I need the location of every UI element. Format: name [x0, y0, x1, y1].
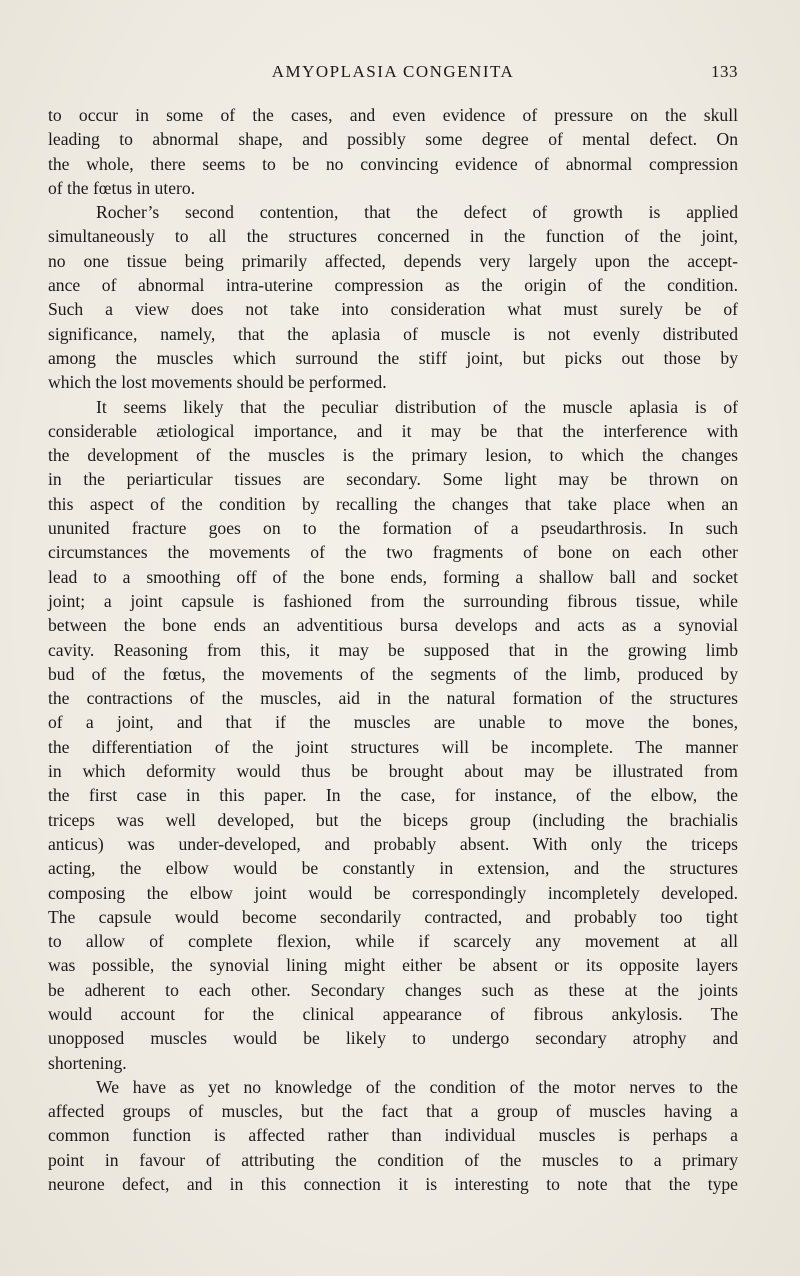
text-line: in the periarticular tissues are secondary. Some light may be thrown on [48, 469, 738, 490]
text-line: shortening. [48, 1052, 127, 1073]
text-line: neurone defect, and in this connection it is interesting to note that the type [48, 1174, 738, 1195]
text-line: Rocher’s second contention, that the defect of growth is applied [96, 202, 738, 223]
text-line: considerable ætiological importance, and it may be that the interference with [48, 420, 738, 441]
text-line: joint; a joint capsule is fashioned from the surrounding fibrous tissue, while [48, 590, 738, 611]
body-text [48, 103, 738, 1196]
text-line: lead to a smoothing off of the bone ends, forming a shallow ball and socket [48, 566, 738, 587]
text-line: would account for the clinical appearance of fibrous ankylosis. The [48, 1003, 738, 1024]
text-line: no one tissue being primarily affected, depends very largely upon the accept- [48, 250, 738, 271]
text-line: composing the elbow joint would be correspondingly incompletely developed. [48, 882, 738, 903]
text-line: bud of the fœtus, the movements of the segments of the limb, produced by [48, 663, 738, 684]
text-line: of a joint, and that if the muscles are unable to move the bones, [48, 712, 738, 733]
text-line: among the muscles which surround the stiff joint, but picks out those by [48, 347, 738, 368]
page-number: 133 [711, 62, 738, 81]
text-line: was possible, the synovial lining might either be absent or its opposite layers [48, 955, 738, 976]
text-line: significance, namely, that the aplasia of muscle is not evenly distributed [48, 323, 738, 344]
text-line: this aspect of the condition by recalling the changes that take place when an [48, 493, 738, 514]
text-line: Such a view does not take into consideration what must surely be of [48, 299, 738, 320]
text-line: affected groups of muscles, but the fact that a group of muscles having a [48, 1101, 738, 1122]
text-line: of the fœtus in utero. [48, 177, 196, 198]
text-line: the development of the muscles is the primary lesion, to which the changes [48, 445, 738, 466]
text-line: point in favour of attributing the condition of the muscles to a primary [48, 1149, 738, 1170]
text-line: ance of abnormal intra-uterine compression as the origin of the condition. [48, 275, 738, 296]
text-line: the contractions of the muscles, aid in the natural formation of the structures [48, 688, 738, 709]
text-line: anticus) was under-developed, and probably absent. With only the triceps [48, 833, 738, 854]
text-line: We have as yet no knowledge of the condition of the motor nerves to the [96, 1076, 738, 1097]
text-line: which the lost movements should be performed. [48, 372, 387, 393]
text-line: unopposed muscles would be likely to undergo secondary atrophy and [48, 1028, 738, 1049]
text-line: common function is affected rather than individual muscles is perhaps a [48, 1125, 738, 1146]
text-line: the first case in this paper. In the case, for instance, of the elbow, the [48, 785, 738, 806]
text-line: between the bone ends an adventitious bursa develops and acts as a synovial [48, 615, 738, 636]
running-head [48, 60, 738, 84]
text-line: to occur in some of the cases, and even evidence of pressure on the skull [48, 105, 738, 125]
text-line: circumstances the movements of the two fragments of bone on each other [48, 542, 738, 563]
text-line: The capsule would become secondarily contracted, and probably too tight [48, 906, 738, 927]
text-line: the differentiation of the joint structures will be incomplete. The manner [48, 736, 738, 757]
text-line: ununited fracture goes on to the formation of a pseudarthrosis. In such [48, 518, 738, 539]
text-line: simultaneously to all the structures concerned in the function of the joint, [48, 226, 738, 247]
running-title: AMYOPLASIA CONGENITA [271, 62, 515, 81]
text-line: acting, the elbow would be constantly in extension, and the structures [48, 858, 738, 879]
text-line: in which deformity would thus be brought about may be illustrated from [48, 761, 738, 782]
text-line: the whole, there seems to be no convincing evidence of abnormal compression [48, 153, 738, 174]
text-line: It seems likely that the peculiar distribution of the muscle aplasia is of [96, 396, 738, 417]
text-line: be adherent to each other. Secondary changes such as these at the joints [48, 979, 738, 1000]
text-line: triceps was well developed, but the biceps group (including the brachialis [48, 809, 738, 830]
text-line: leading to abnormal shape, and possibly some degree of mental defect. On [48, 129, 738, 150]
text-line: to allow of complete flexion, while if scarcely any movement at all [48, 931, 738, 952]
text-line: cavity. Reasoning from this, it may be supposed that in the growing limb [48, 639, 738, 660]
